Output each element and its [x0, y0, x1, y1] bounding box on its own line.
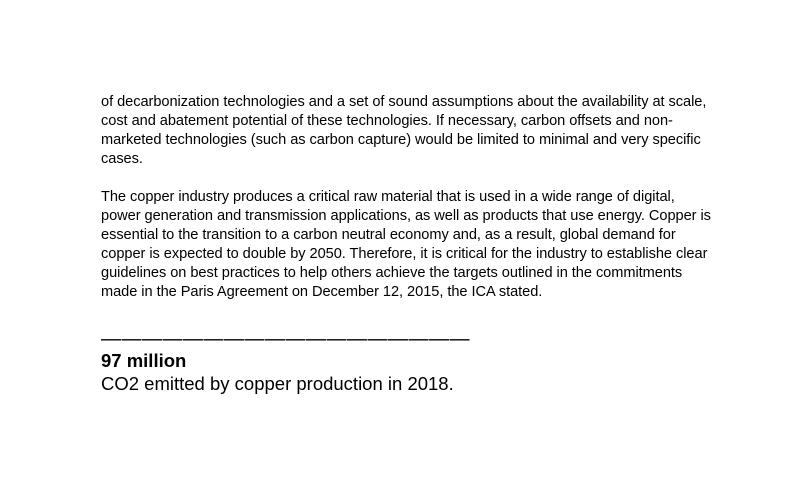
paragraph: of decarbonization technologies and a set of sound assumptions about the availability at scale, cost and abatement potential of these technologies. If necessary, carbon offsets and non-marketed technologies (such as carbon capture) would be limited to minimal and very specific cases.: [101, 94, 707, 167]
stat-caption: CO2 emitted by copper production in 2018.: [101, 373, 454, 394]
article-body: [101, 93, 711, 396]
callout-divider: ——————————————————: [101, 329, 470, 349]
paragraph: The copper industry produces a critical raw material that is used in a wide range of digital, power generation and transmission applications, as well as products that use energy. Copper is essential to the transition to a carbon neutral economy and, as a result, global demand for copper is expected to double by 2050. Therefore, it is critical for the industry to establishe clear guidelines on best practices to help others achieve the targets outlined in the commitments made in the Paris Agreement on December 12, 2015, the ICA stated.: [101, 189, 711, 300]
stat-value: 97 million: [101, 350, 187, 371]
